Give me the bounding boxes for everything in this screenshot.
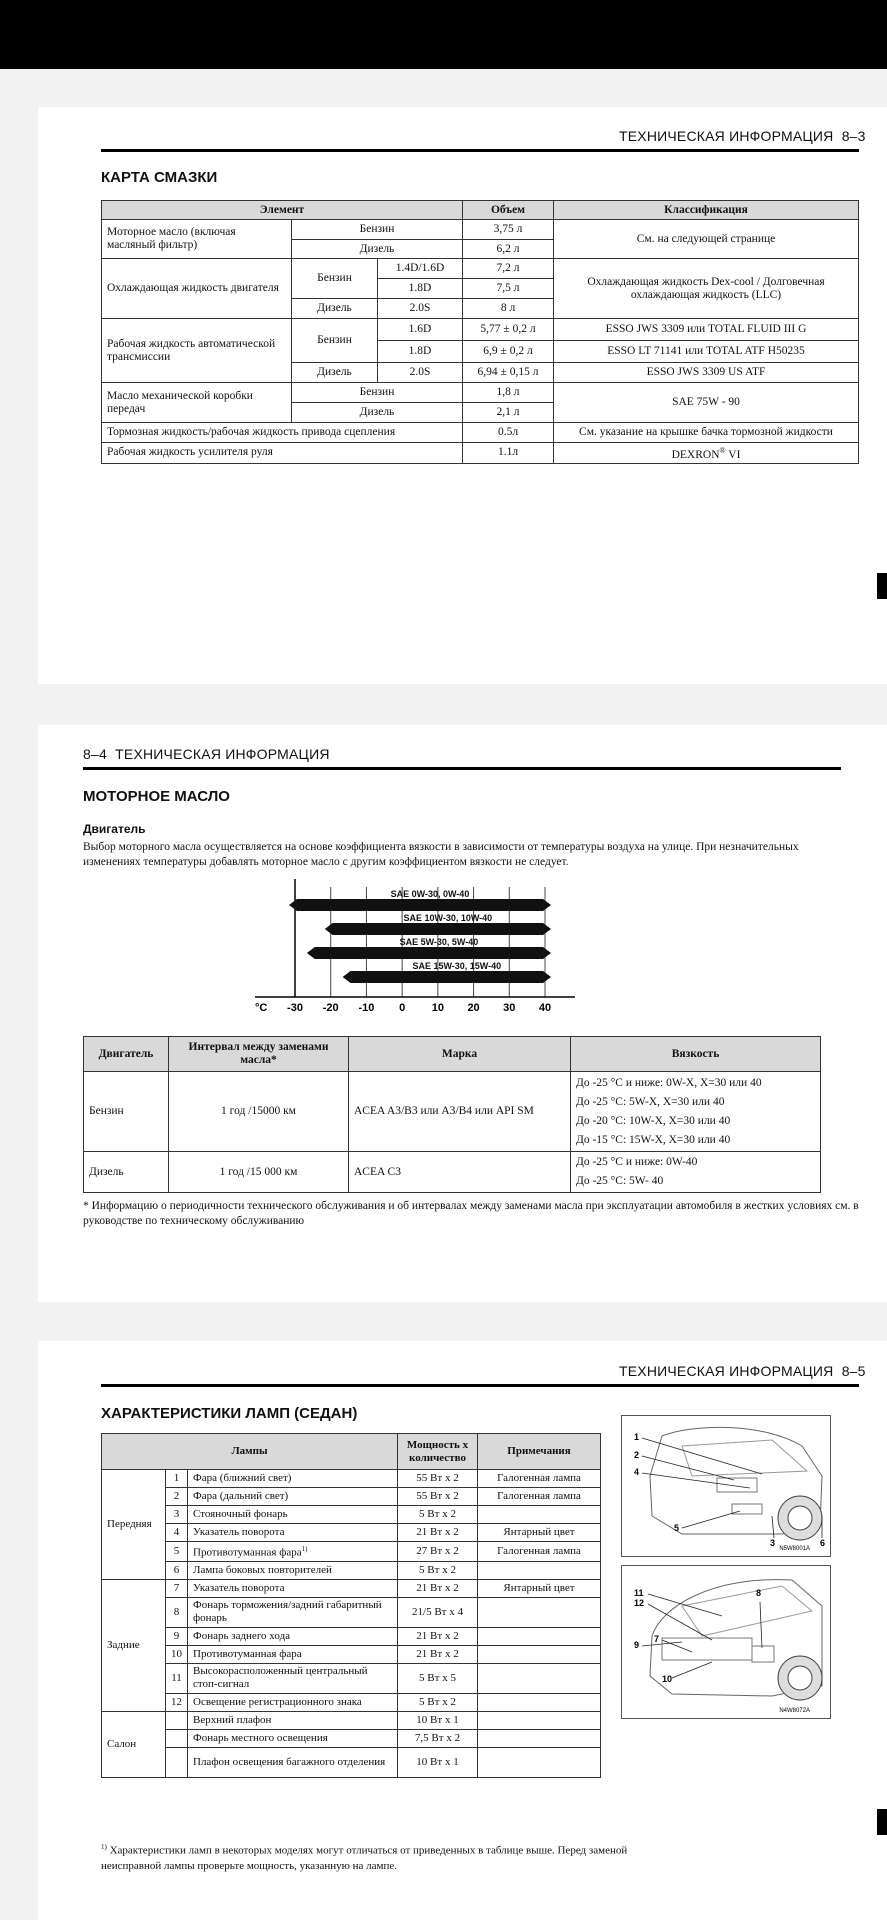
callout-number: 5 <box>674 1523 680 1533</box>
brand-cell: ACEA C3 <box>349 1152 571 1193</box>
classification-cell <box>554 443 859 464</box>
figure-code: N5W8001A <box>779 1546 810 1552</box>
lamp-group-cell: Задние <box>102 1579 166 1711</box>
page-number: 8–4 <box>83 746 107 762</box>
registered-mark: ® <box>719 446 726 455</box>
viscosity-range-bar <box>307 947 551 959</box>
intro-paragraph: Выбор моторного масла осуществляется на основе коэффициента вязкости в зависимости от температуры воздуха на улице. При незначительных изменениях температуры добавлять моторное масло с другим коэффициентом вязкости не следует. <box>83 841 799 868</box>
series-label: SAE 0W-30, 0W-40 <box>390 889 470 899</box>
lamp-note <box>478 1506 601 1524</box>
lamp-row <box>102 1711 601 1729</box>
col-header-notes: Примечания <box>478 1434 601 1470</box>
x-tick-label: -20 <box>322 1002 339 1014</box>
lamp-note <box>478 1627 601 1645</box>
lamp-name <box>188 1542 398 1562</box>
callout-number: 7 <box>654 1634 660 1644</box>
dexron-suffix: VI <box>725 448 741 461</box>
document-page-8-5 <box>38 1341 887 1920</box>
section-thumb-tab <box>877 573 887 599</box>
series-label: SAE 5W-30, 5W-40 <box>399 937 479 947</box>
lamp-note: Галогенная лампа <box>478 1488 601 1506</box>
running-header-text: ТЕХНИЧЕСКАЯ ИНФОРМАЦИЯ <box>619 1363 834 1379</box>
lamp-row <box>102 1645 601 1663</box>
section-title: ХАРАКТЕРИСТИКИ ЛАМП (СЕДАН) <box>101 1405 358 1422</box>
lamp-power: 21/5 Вт х 4 <box>398 1597 478 1627</box>
volume-cell: 1,8 л <box>463 383 554 403</box>
row-coolant: Охлаждающая жидкость двигателя <box>102 259 292 319</box>
lamp-number: 5 <box>166 1542 188 1562</box>
volume-cell: 3,75 л <box>463 220 554 240</box>
volume-cell: 7,2 л <box>463 259 554 279</box>
viscosity-line: До -25 °C: 5W- 40 <box>576 1175 664 1187</box>
lamp-name: Указатель поворота <box>188 1579 398 1597</box>
lamp-name: Стояночный фонарь <box>188 1506 398 1524</box>
lamp-row <box>102 1561 601 1579</box>
dexron-text: DEXRON <box>671 448 720 461</box>
lamp-power: 55 Вт х 2 <box>398 1488 478 1506</box>
lamp-power: 5 Вт х 2 <box>398 1561 478 1579</box>
x-tick-label: 30 <box>503 1002 516 1014</box>
running-header-text: ТЕХНИЧЕСКАЯ ИНФОРМАЦИЯ <box>619 128 834 144</box>
lamp-name: Фонарь торможения/задний габаритный фонарь <box>188 1597 398 1627</box>
footnote: * Информацию о периодичности технического обслуживания и об интервалах между заменами масла при эксплуатации автомобиля в жестких условиях см. в руководстве по техническому обслуживанию <box>83 1200 859 1227</box>
col-header-viscosity: Вязкость <box>571 1037 821 1072</box>
header-rule <box>101 1384 859 1387</box>
fuel-petrol: Бензин <box>292 383 463 403</box>
brand-cell: ACEA A3/B3 или A3/B4 или API SM <box>349 1072 571 1152</box>
lamp-table-body <box>102 1470 601 1778</box>
lamp-table <box>101 1433 601 1778</box>
callout-number: 12 <box>634 1598 645 1608</box>
callout-number: 9 <box>634 1640 640 1650</box>
volume-cell: 7,5 л <box>463 279 554 299</box>
fuel-diesel: Дизель <box>292 240 463 259</box>
lamp-name: Лампа боковых повторителей <box>188 1561 398 1579</box>
row-atf: Рабочая жидкость автоматической трансмиссии <box>102 319 292 383</box>
front-lamps-figure <box>621 1415 831 1557</box>
interval-cell: 1 год /15 000 км <box>169 1152 349 1193</box>
engine-cell: Дизель <box>84 1152 169 1193</box>
running-header-text: ТЕХНИЧЕСКАЯ ИНФОРМАЦИЯ <box>115 746 330 762</box>
engine-cell: 1.8D <box>378 279 463 299</box>
lamp-power: 7,5 Вт х 2 <box>398 1729 478 1747</box>
lamp-name: Фара (дальний свет) <box>188 1488 398 1506</box>
viscosity-line: До -25 °C и ниже: 0W-40 <box>576 1156 698 1168</box>
fuel-diesel: Дизель <box>292 299 378 319</box>
lamp-power: 21 Вт х 2 <box>398 1645 478 1663</box>
viscosity-line: До -15 °C: 15W-X, X=30 или 40 <box>576 1133 731 1146</box>
x-unit-label: °C <box>255 1002 268 1014</box>
lamp-row <box>102 1663 601 1693</box>
classification-cell: Охлаждающая жидкость Dex-cool / Долговечная охлаждающая жидкость (LLC) <box>554 259 859 319</box>
section-title: МОТОРНОЕ МАСЛО <box>83 788 230 805</box>
lamp-group-cell: Салон <box>102 1711 166 1777</box>
document-page-8-3 <box>38 107 887 684</box>
callout-number: 4 <box>634 1467 640 1477</box>
lamp-power: 5 Вт х 5 <box>398 1663 478 1693</box>
col-header-power: Мощность х количество <box>398 1434 478 1470</box>
lamp-number: 12 <box>166 1693 188 1711</box>
lamp-number: 2 <box>166 1488 188 1506</box>
classification-cell: ESSO JWS 3309 или TOTAL FLUID III G <box>554 319 859 341</box>
lamp-name: Фонарь местного освещения <box>188 1729 398 1747</box>
lamp-row <box>102 1597 601 1627</box>
document-page-8-4 <box>38 725 887 1302</box>
rear-lamps-figure <box>621 1565 831 1719</box>
running-header <box>619 128 866 144</box>
page-number: 8–3 <box>841 128 866 144</box>
section-thumb-tab <box>877 1809 887 1835</box>
row-manual-gearbox: Масло механической коробки передач <box>102 383 292 423</box>
callout-number: 11 <box>634 1588 644 1598</box>
lamp-group-cell: Передняя <box>102 1470 166 1580</box>
lamp-note <box>478 1711 601 1729</box>
lamp-footnote <box>101 1840 641 1874</box>
lamp-number <box>166 1711 188 1729</box>
lamp-number: 9 <box>166 1627 188 1645</box>
lamp-name: Противотуманная фара <box>188 1645 398 1663</box>
lamp-row <box>102 1579 601 1597</box>
rear-car-illustration <box>622 1566 830 1718</box>
x-tick-label: 20 <box>467 1002 480 1014</box>
lamp-number: 3 <box>166 1506 188 1524</box>
lamp-note <box>478 1729 601 1747</box>
lamp-note <box>478 1663 601 1693</box>
volume-cell: 6,9 ± 0,2 л <box>463 341 554 363</box>
callout-number: 2 <box>634 1450 640 1460</box>
fuel-petrol: Бензин <box>292 319 378 363</box>
chart-bars <box>289 889 551 983</box>
callout-number: 3 <box>770 1538 776 1548</box>
viscosity-cell <box>571 1072 821 1152</box>
viscosity-cell <box>571 1152 821 1193</box>
lamp-note <box>478 1645 601 1663</box>
lamp-row <box>102 1729 601 1747</box>
lamp-row <box>102 1693 601 1711</box>
viscosity-line: До -20 °C: 10W-X, X=30 или 40 <box>576 1114 731 1127</box>
figure-code: N4W8072A <box>779 1708 810 1714</box>
engine-cell: 2.0S <box>378 299 463 319</box>
lamp-number <box>166 1729 188 1747</box>
lamp-name-text: Противотуманная фара <box>193 1546 302 1559</box>
lamp-note: Галогенная лампа <box>478 1470 601 1488</box>
viscosity-line: До -25 °C и ниже: 0W-X, X=30 или 40 <box>576 1076 762 1089</box>
running-header <box>619 1363 866 1379</box>
lamp-note <box>478 1747 601 1777</box>
lubrication-table <box>101 200 859 464</box>
lamp-note <box>478 1561 601 1579</box>
lamp-name: Высокорасположенный центральный стоп-сигнал <box>188 1663 398 1693</box>
header-rule <box>83 767 841 770</box>
classification-cell: ESSO LT 71141 или TOTAL ATF H50235 <box>554 341 859 363</box>
row-engine-oil: Моторное масло (включая масляный фильтр) <box>102 220 292 259</box>
volume-cell: 2,1 л <box>463 403 554 423</box>
lamp-name: Плафон освещения багажного отделения <box>188 1747 398 1777</box>
classification-cell: См. указание на крышке бачка тормозной жидкости <box>554 423 859 443</box>
x-tick-label: -30 <box>287 1002 303 1014</box>
section-title: КАРТА СМАЗКИ <box>101 169 218 186</box>
volume-cell: 6,2 л <box>463 240 554 259</box>
lamp-number: 4 <box>166 1524 188 1542</box>
volume-cell: 8 л <box>463 299 554 319</box>
volume-cell: 0.5л <box>463 423 554 443</box>
classification-cell: SAE 75W - 90 <box>554 383 859 423</box>
lamp-number: 8 <box>166 1597 188 1627</box>
engine-cell: 1.6D <box>378 319 463 341</box>
lamp-number: 6 <box>166 1561 188 1579</box>
lamp-note <box>478 1693 601 1711</box>
col-header-lamps: Лампы <box>102 1434 398 1470</box>
lamp-note: Галогенная лампа <box>478 1542 601 1562</box>
fuel-diesel: Дизель <box>292 363 378 383</box>
footnote-mark: 1) <box>101 1843 107 1851</box>
lamp-row <box>102 1747 601 1777</box>
lamp-power: 21 Вт х 2 <box>398 1579 478 1597</box>
lamp-row <box>102 1470 601 1488</box>
x-tick-label: 40 <box>538 1002 552 1014</box>
col-header-interval: Интервал между заменами масла* <box>169 1037 349 1072</box>
subsection-title: Двигатель <box>83 822 146 836</box>
header-rule <box>101 149 859 152</box>
viscosity-temperature-chart <box>238 877 658 1025</box>
callout-number: 10 <box>662 1674 673 1684</box>
lamp-number: 10 <box>166 1645 188 1663</box>
engine-cell: 1.4D/1.6D <box>378 259 463 279</box>
series-label: SAE 15W-30, 15W-40 <box>412 961 502 971</box>
interval-cell: 1 год /15000 км <box>169 1072 349 1152</box>
footnote-mark: 1) <box>301 1545 308 1553</box>
lamp-row <box>102 1542 601 1562</box>
lamp-power: 5 Вт х 2 <box>398 1693 478 1711</box>
lamp-power: 10 Вт х 1 <box>398 1747 478 1777</box>
running-header <box>83 746 330 762</box>
lamp-power: 55 Вт х 2 <box>398 1470 478 1488</box>
front-car-illustration <box>622 1416 830 1556</box>
callout-number: 8 <box>756 1588 762 1598</box>
volume-cell: 5,77 ± 0,2 л <box>463 319 554 341</box>
lamp-note: Янтарный цвет <box>478 1579 601 1597</box>
footnote-text: Характеристики ламп в некоторых моделях могут отличаться от приведенных в таблице выше. Перед заменой неисправной лампы проверьте мощность, указанную на лампе. <box>101 1844 628 1872</box>
col-header-brand: Марка <box>349 1037 571 1072</box>
classification-cell: ESSO JWS 3309 US ATF <box>554 363 859 383</box>
viscosity-range-bar <box>343 971 551 983</box>
col-header-engine: Двигатель <box>84 1037 169 1072</box>
lamp-row <box>102 1506 601 1524</box>
lamp-note: Янтарный цвет <box>478 1524 601 1542</box>
lamp-number <box>166 1747 188 1777</box>
lamp-note <box>478 1597 601 1627</box>
lamp-row <box>102 1488 601 1506</box>
callout-number: 6 <box>820 1538 826 1548</box>
fuel-petrol: Бензин <box>292 259 378 299</box>
lamp-power: 5 Вт х 2 <box>398 1506 478 1524</box>
lamp-name: Указатель поворота <box>188 1524 398 1542</box>
col-header-element: Элемент <box>102 201 463 220</box>
lamp-power: 10 Вт х 1 <box>398 1711 478 1729</box>
volume-cell: 1.1л <box>463 443 554 464</box>
classification-cell: См. на следующей странице <box>554 220 859 259</box>
lamp-name: Освещение регистрационного знака <box>188 1693 398 1711</box>
row-brake-fluid: Тормозная жидкость/рабочая жидкость привода сцепления <box>102 423 463 443</box>
lamp-number: 11 <box>166 1663 188 1693</box>
lamp-row <box>102 1524 601 1542</box>
engine-cell: 2.0S <box>378 363 463 383</box>
viscosity-line: До -25 °C: 5W-X, X=30 или 40 <box>576 1095 725 1108</box>
viscosity-range-bar <box>325 923 551 935</box>
volume-cell: 6,94 ± 0,15 л <box>463 363 554 383</box>
lamp-power: 27 Вт х 2 <box>398 1542 478 1562</box>
col-header-classification: Классификация <box>554 201 859 220</box>
series-label: SAE 10W-30, 10W-40 <box>403 913 493 923</box>
col-header-volume: Объем <box>463 201 554 220</box>
page-number: 8–5 <box>841 1363 866 1379</box>
lamp-name: Фонарь заднего хода <box>188 1627 398 1645</box>
lamp-row <box>102 1627 601 1645</box>
lamp-name: Фара (ближний свет) <box>188 1470 398 1488</box>
lamp-power: 21 Вт х 2 <box>398 1627 478 1645</box>
fuel-petrol: Бензин <box>292 220 463 240</box>
lamp-number: 1 <box>166 1470 188 1488</box>
viscosity-range-bar <box>289 899 551 911</box>
chart-x-ticks <box>255 1002 551 1014</box>
callout-number: 1 <box>634 1432 640 1442</box>
x-tick-label: 10 <box>431 1002 444 1014</box>
engine-cell: 1.8D <box>378 341 463 363</box>
x-tick-label: -10 <box>358 1002 375 1014</box>
engine-cell: Бензин <box>84 1072 169 1152</box>
x-tick-label: 0 <box>399 1002 406 1014</box>
engine-oil-table <box>83 1036 821 1193</box>
fuel-diesel: Дизель <box>292 403 463 423</box>
row-power-steering: Рабочая жидкость усилителя руля <box>102 443 463 464</box>
viewer-top-bar <box>0 0 887 69</box>
lamp-number: 7 <box>166 1579 188 1597</box>
lamp-name: Верхний плафон <box>188 1711 398 1729</box>
lamp-power: 21 Вт х 2 <box>398 1524 478 1542</box>
